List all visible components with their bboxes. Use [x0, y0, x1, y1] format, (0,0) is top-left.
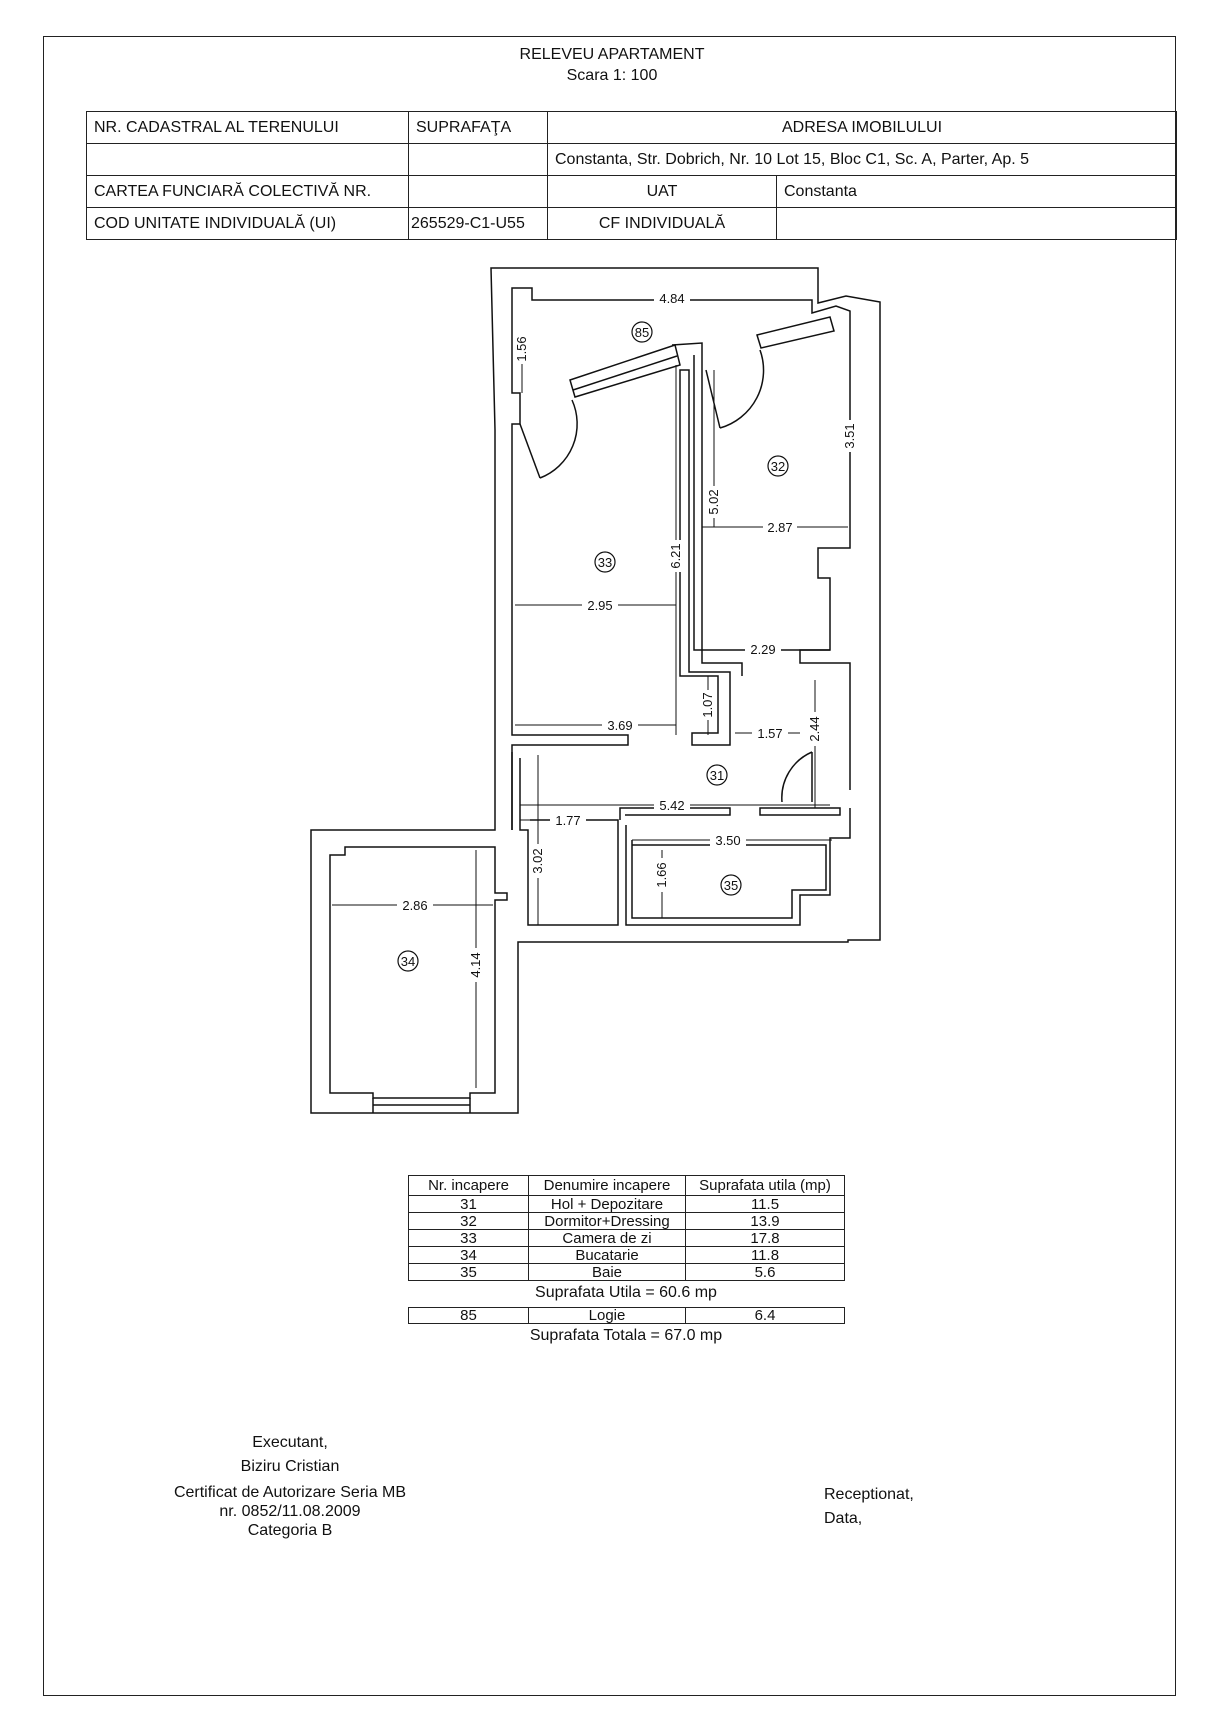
certificat: Certificat de Autorizare Seria MB [173, 1484, 407, 1501]
carte-funciara-label: CARTEA FUNCIARĂ COLECTIVĂ NR. [87, 176, 409, 208]
executant-block [140, 1431, 440, 1540]
dim-label: 6.21 [668, 543, 683, 569]
plan-walls [311, 268, 880, 1113]
executant-label: Executant, [252, 1434, 328, 1451]
room-name: Bucatarie [529, 1247, 686, 1264]
adresa-label: ADRESA IMOBILULUI [548, 112, 1177, 144]
table-row [409, 1264, 845, 1281]
document-title: RELEVEU APARTAMENT [519, 46, 705, 63]
categoria: Categoria B [247, 1522, 333, 1539]
rooms-table [408, 1175, 845, 1281]
dim-label: 3.51 [842, 423, 857, 449]
room-number: 31 [709, 768, 725, 783]
dim-label: 1.07 [700, 692, 715, 718]
suprafata-label: SUPRAFAŢA [409, 112, 548, 144]
data-label: Data, [824, 1510, 863, 1527]
dim-label: 2.44 [807, 716, 822, 742]
dim-label: 2.87 [767, 520, 793, 535]
table-row [409, 1247, 845, 1264]
room-area: 5.6 [686, 1264, 845, 1281]
room-number: 34 [400, 954, 416, 969]
room-numbers [401, 325, 785, 969]
room-area: 11.5 [686, 1196, 845, 1213]
scale-label: Scara 1: 100 [566, 67, 658, 84]
room-name: Camera de zi [529, 1230, 686, 1247]
table-row [409, 1213, 845, 1230]
room-name: Baie [529, 1264, 686, 1281]
room-number: 35 [723, 878, 739, 893]
dim-label: 1.57 [757, 726, 783, 741]
nr-cadastral-label: NR. CADASTRAL AL TERENULUI [87, 112, 409, 144]
room-nr: 34 [409, 1247, 529, 1264]
dim-label: 3.50 [715, 833, 741, 848]
dim-label: 5.42 [659, 798, 685, 813]
room-nr: 35 [409, 1264, 529, 1281]
dim-label: 5.02 [706, 489, 721, 515]
room-name: Logie [529, 1308, 686, 1324]
room-area: 17.8 [686, 1230, 845, 1247]
room-area: 6.4 [686, 1308, 845, 1324]
col-header: Suprafata utila (mp) [686, 1176, 845, 1196]
uat-label: UAT [548, 176, 777, 208]
nr-certificat: nr. 0852/11.08.2009 [219, 1503, 361, 1520]
room-nr: 85 [409, 1308, 529, 1324]
logie-table [408, 1307, 845, 1324]
room-number: 32 [770, 459, 786, 474]
adresa-value: Constanta, Str. Dobrich, Nr. 10 Lot 15, Bloc C1, Sc. A, Parter, Ap. 5 [548, 144, 1177, 176]
room-number: 33 [597, 555, 613, 570]
dim-label: 4.14 [468, 952, 483, 978]
uat-value: Constanta [777, 176, 1177, 208]
dim-label: 2.29 [750, 642, 776, 657]
dim-label: 3.02 [530, 848, 545, 874]
cod-ui-label: COD UNITATE INDIVIDUALĂ (UI) [87, 208, 409, 240]
room-number: 85 [634, 325, 650, 340]
suprafata-utila: Suprafata Utila = 60.6 mp [535, 1284, 717, 1301]
room-nr: 32 [409, 1213, 529, 1230]
dim-label: 1.56 [514, 336, 529, 362]
cod-ui-value: 265529-C1-U55 [409, 208, 548, 240]
room-name: Dormitor+Dressing [529, 1213, 686, 1230]
cf-individuala-label: CF INDIVIDUALĂ [548, 208, 777, 240]
executant-name: Biziru Cristian [240, 1458, 340, 1475]
table-row [409, 1196, 845, 1213]
receptionat-label: Receptionat, [824, 1486, 914, 1503]
room-name: Hol + Depozitare [529, 1196, 686, 1213]
dim-label: 2.95 [587, 598, 613, 613]
room-area: 11.8 [686, 1247, 845, 1264]
table-row [409, 1308, 845, 1324]
dim-label: 2.86 [402, 898, 428, 913]
dim-label: 1.77 [555, 813, 581, 828]
col-header: Denumire incapere [529, 1176, 686, 1196]
col-header: Nr. incapere [409, 1176, 529, 1196]
receptionat-block [824, 1483, 914, 1531]
suprafata-totala: Suprafata Totala = 67.0 mp [529, 1327, 723, 1344]
dim-label: 3.69 [607, 718, 633, 733]
dim-label: 1.66 [654, 862, 669, 888]
room-nr: 33 [409, 1230, 529, 1247]
room-area: 13.9 [686, 1213, 845, 1230]
room-markers [398, 322, 788, 971]
room-nr: 31 [409, 1196, 529, 1213]
dimension-labels [397, 291, 858, 982]
dim-label: 4.84 [659, 291, 685, 306]
table-row [409, 1230, 845, 1247]
